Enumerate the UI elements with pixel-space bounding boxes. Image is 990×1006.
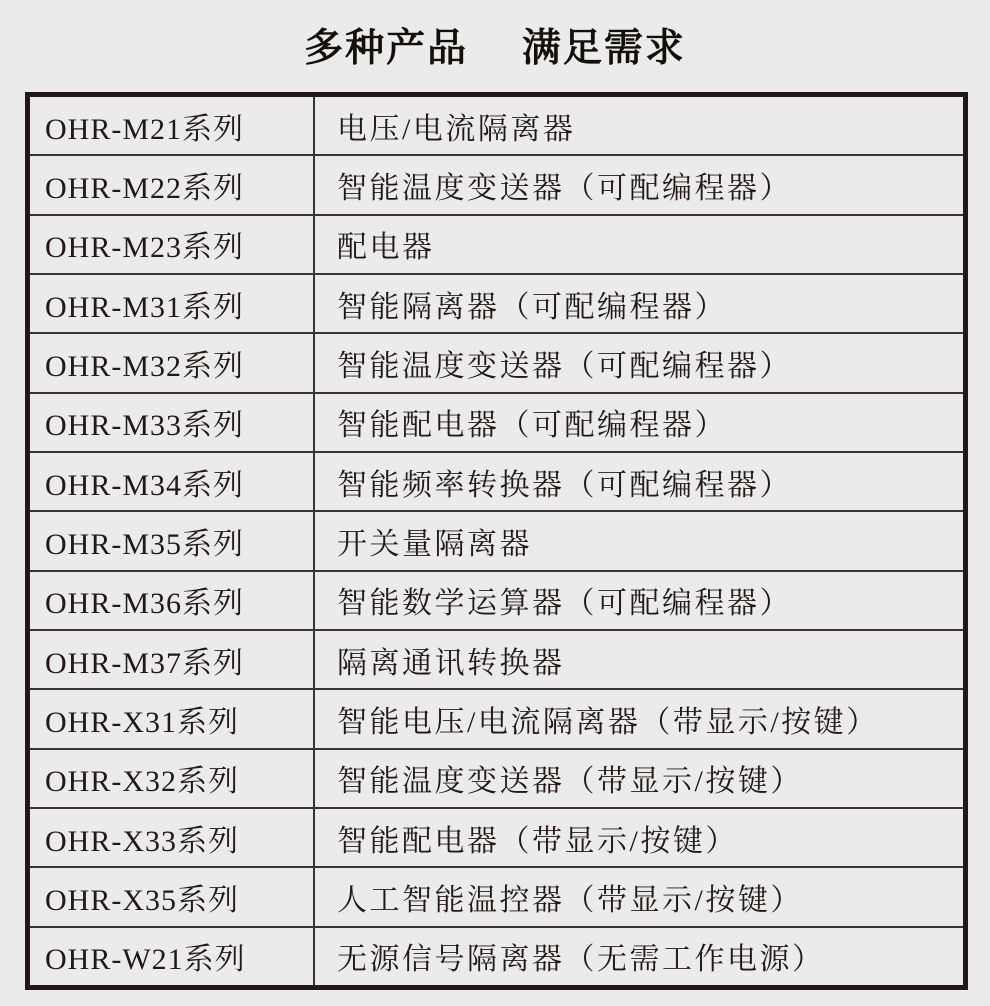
table-row: [30, 510, 963, 569]
description-cell: 开关量隔离器: [337, 527, 532, 561]
series-cell: OHR-X32系列: [30, 750, 315, 807]
table-row: [30, 807, 963, 866]
series-cell: OHR-M33系列: [30, 394, 315, 451]
description-cell: 智能数学运算器（可配编程器）: [337, 587, 792, 621]
series-cell: OHR-X31系列: [30, 690, 315, 747]
description-cell: 智能温度变送器（带显示/按键）: [337, 765, 803, 799]
description-cell: 电压/电流隔离器: [337, 112, 576, 146]
description-cell: 智能频率转换器（可配编程器）: [337, 468, 792, 502]
table-row: [30, 866, 963, 925]
description-cell: 智能温度变送器（可配编程器）: [337, 349, 792, 383]
series-cell: OHR-M22系列: [30, 156, 315, 213]
product-series-table: [25, 92, 968, 990]
description-cell: 人工智能温控器（带显示/按键）: [337, 883, 803, 917]
table-row: [30, 97, 963, 154]
series-cell: OHR-X35系列: [30, 868, 315, 925]
table-row: [30, 926, 963, 985]
table-row: [30, 629, 963, 688]
series-cell: OHR-M36系列: [30, 572, 315, 629]
description-cell: 隔离通讯转换器: [337, 646, 565, 680]
description-cell: 智能隔离器（可配编程器）: [337, 290, 727, 324]
table-row: [30, 688, 963, 747]
table-row: [30, 214, 963, 273]
table-row: [30, 451, 963, 510]
table-row: [30, 392, 963, 451]
series-cell: OHR-M37系列: [30, 631, 315, 688]
description-cell: 智能电压/电流隔离器（带显示/按键）: [337, 705, 879, 739]
series-cell: OHR-X33系列: [30, 809, 315, 866]
table-row: [30, 154, 963, 213]
series-cell: OHR-M21系列: [30, 97, 315, 154]
series-cell: OHR-M23系列: [30, 216, 315, 273]
series-cell: OHR-M31系列: [30, 275, 315, 332]
table-row: [30, 273, 963, 332]
table-row: [30, 570, 963, 629]
page-title: 多种产品 满足需求: [304, 27, 686, 70]
description-cell: 智能配电器（可配编程器）: [337, 409, 727, 443]
table-row: [30, 748, 963, 807]
description-cell: 无源信号隔离器（无需工作电源）: [337, 943, 825, 977]
series-cell: OHR-W21系列: [30, 928, 315, 985]
table-row: [30, 332, 963, 391]
series-cell: OHR-M34系列: [30, 453, 315, 510]
description-cell: 智能配电器（带显示/按键）: [337, 824, 738, 858]
series-cell: OHR-M32系列: [30, 334, 315, 391]
description-cell: 智能温度变送器（可配编程器）: [337, 171, 792, 205]
series-cell: OHR-M35系列: [30, 512, 315, 569]
description-cell: 配电器: [337, 231, 435, 265]
